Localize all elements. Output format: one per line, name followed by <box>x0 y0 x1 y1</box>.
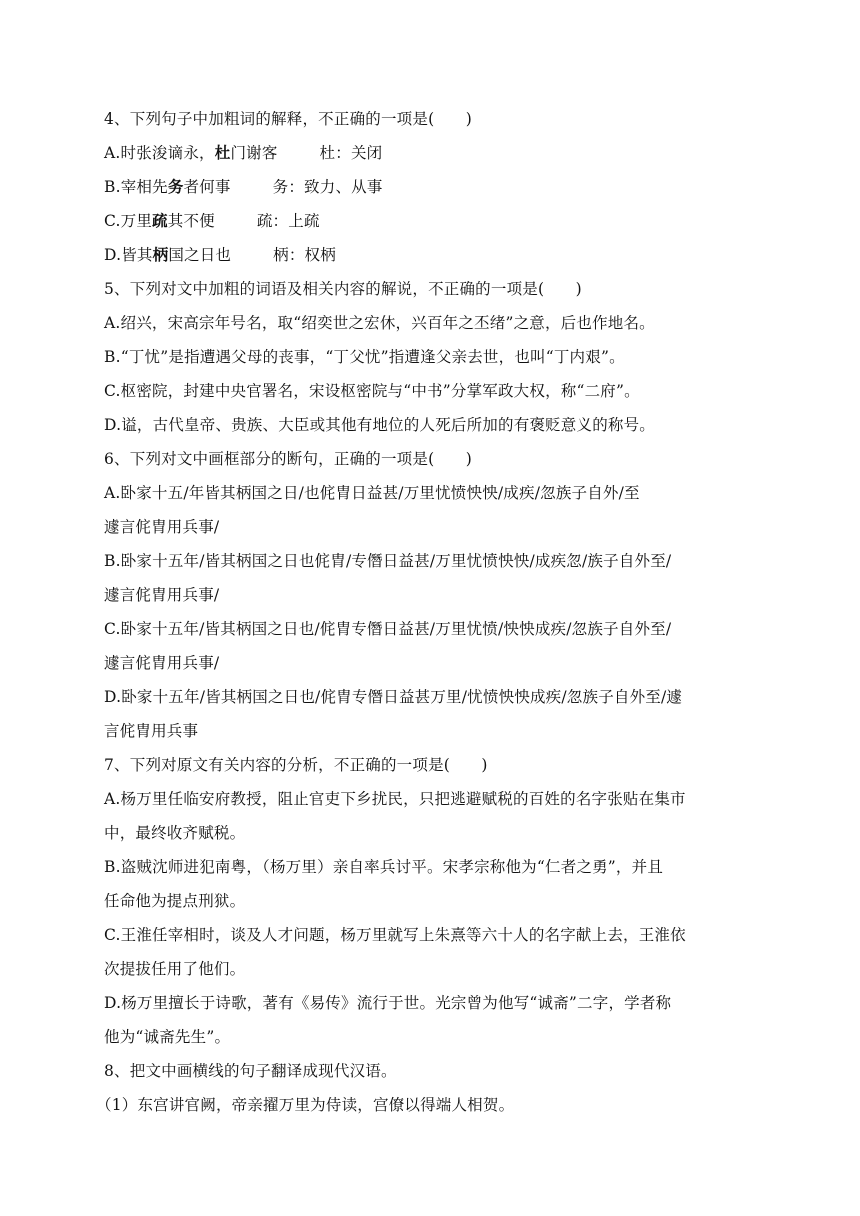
q7-option-d-line2: 他为“诚斋先生”。 <box>104 1028 231 1046</box>
q4-option-a-prefix: A.时张浚谪永， <box>104 144 215 162</box>
q6-option-a-line1: A.卧家十五/年皆其柄国之日/也侂胄日益甚/万里忧愤怏怏/成疾/忽族子自外/至 <box>104 484 640 502</box>
q4-option-b <box>104 170 756 204</box>
q5-option-a: A.绍兴，宋高宗年号名，取“绍奕世之宏休，兴百年之丕绪”之意，后也作地名。 <box>104 314 655 332</box>
q6-stem: 6、下列对文中画框部分的断句，正确的一项是( ) <box>104 450 472 468</box>
q6-option-b-line2: 遽言侂胄用兵事/ <box>104 586 220 604</box>
q4-option-b-suffix: 者何事 <box>183 178 231 196</box>
q6-option-b-line1: B.卧家十五年/皆其柄国之日也侂胄/专僭日益甚/万里忧愤怏怏/成疾忽/族子自外至/ <box>104 552 672 570</box>
q6-option-a-line2: 遽言侂胄用兵事/ <box>104 518 220 536</box>
q4-stem: 4、下列句子中加粗词的解释，不正确的一项是( ) <box>104 110 472 128</box>
q4-option-a-bold-word: 杜 <box>214 143 231 162</box>
q4-option-c-gloss: 疏：上疏 <box>256 212 320 230</box>
q7-option-a-line2: 中，最终收齐赋税。 <box>104 824 246 842</box>
q7-option-c-line1: C.王淮任宰相时，谈及人才问题，杨万里就写上朱熹等六十人的名字献上去，王淮依 <box>104 926 686 944</box>
q4-option-d-prefix: D.皆其 <box>104 246 153 264</box>
q5-option-b: B.“丁忧”是指遭遇父母的丧事，“丁父忧”指遭逢父亲去世，也叫“丁内艰”。 <box>104 348 625 366</box>
q7-option-b-line2: 任命他为提点刑狱。 <box>104 892 246 910</box>
q5-stem: 5、下列对文中加粗的词语及相关内容的解说，不正确的一项是( ) <box>104 280 582 298</box>
q8-stem: 8、把文中画横线的句子翻译成现代汉语。 <box>104 1062 397 1080</box>
q4-option-b-bold-word: 务 <box>167 177 184 196</box>
q6-option-c-line1: C.卧家十五年/皆其柄国之日也/侂胄专僭日益甚/万里忧愤/怏怏成疾/忽族子自外至/ <box>104 620 672 638</box>
q8-item-1: （1）东宫讲官阙，帝亲擢万里为侍读，宫僚以得端人相贺。 <box>96 1096 515 1114</box>
question-content <box>96 102 756 1122</box>
q4-option-c-bold-word: 疏 <box>152 211 168 230</box>
q4-option-a-gloss: 杜：关闭 <box>319 144 383 162</box>
q4-option-b-prefix: B.宰相先 <box>104 178 168 196</box>
q7-option-d-line1: D.杨万里擅长于诗歌，著有《易传》流行于世。光宗曾为他写“诚斋”二字，学者称 <box>104 994 672 1012</box>
q7-stem: 7、下列对原文有关内容的分析，不正确的一项是( ) <box>104 756 488 774</box>
q4-option-b-gloss: 务：致力、从事 <box>272 178 383 196</box>
q4-option-a-suffix: 门谢客 <box>230 144 278 162</box>
q6-option-d-line2: 言侂胄用兵事 <box>104 722 199 740</box>
q4-option-c-prefix: C.万里 <box>104 212 153 230</box>
q6-option-c-line2: 遽言侂胄用兵事/ <box>104 654 220 672</box>
q6-option-d-line1: D.卧家十五年/皆其柄国之日也/侂胄专僭日益甚万里/忧愤怏怏成疾/忽族子自外至/遽 <box>104 688 683 706</box>
q4-option-d-gloss: 柄：权柄 <box>273 246 336 264</box>
q4-option-d <box>104 238 756 272</box>
q7-option-c-line2: 次提拔任用了他们。 <box>104 960 246 978</box>
q4-option-a <box>104 136 756 170</box>
q5-option-c: C.枢密院，封建中央官署名，宋设枢密院与“中书”分掌军政大权，称“二府”。 <box>104 382 640 400</box>
q4-option-d-suffix: 国之日也 <box>168 246 232 264</box>
q4-option-c <box>104 204 756 238</box>
q7-option-b-line1: B.盗贼沈师进犯南粤，（杨万里）亲自率兵讨平。宋孝宗称他为“仁者之勇”，并且 <box>104 858 664 876</box>
q5-option-d: D.谥，古代皇帝、贵族、大臣或其他有地位的人死后所加的有褒贬意义的称号。 <box>104 416 656 434</box>
q4-option-d-bold-word: 柄 <box>152 245 169 264</box>
q7-option-a-line1: A.杨万里任临安府教授，阻止官吏下乡扰民，只把逃避赋税的百姓的名字张贴在集市 <box>104 790 686 808</box>
q4-option-c-suffix: 其不便 <box>167 212 215 230</box>
